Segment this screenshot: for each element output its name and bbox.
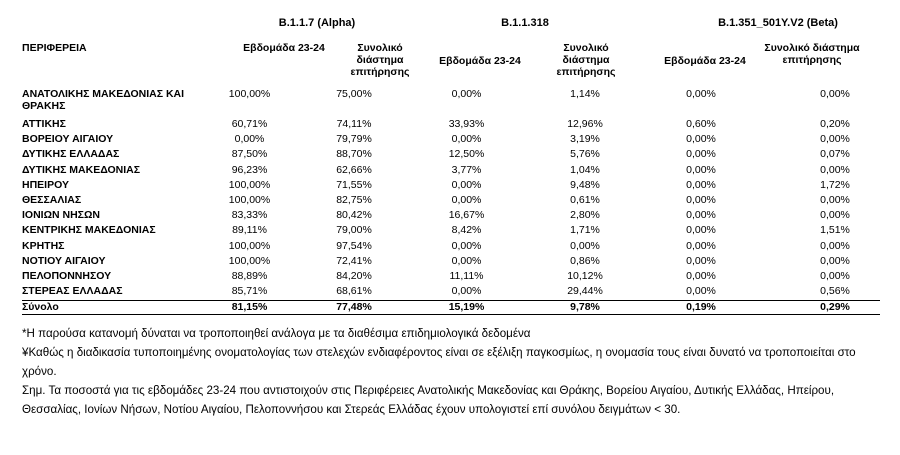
- subheader-b11318-total: Συνολικό διάστημα επιτήρησης: [556, 42, 616, 78]
- beta-total-value: 0,00%: [820, 269, 850, 282]
- beta-week-value: 0,00%: [686, 285, 716, 298]
- b11318-total-value: 9,48%: [570, 178, 600, 191]
- total-label: Σύνολο: [22, 301, 192, 315]
- alpha-week-value: 60,71%: [231, 118, 268, 130]
- alpha-week-value: 89,11%: [232, 224, 267, 237]
- b11318-total-value: 0,86%: [570, 254, 600, 267]
- b11318-week-value: 0,00%: [451, 178, 482, 191]
- alpha-total-total: 77,48%: [297, 301, 409, 315]
- region-name: ΔΥΤΙΚΗΣ ΕΛΛΑΔΑΣ: [22, 148, 120, 161]
- alpha-total-value: 82,75%: [336, 193, 372, 206]
- alpha-week-value: 0,00%: [234, 133, 265, 146]
- beta-total-value: 0,07%: [820, 148, 850, 161]
- beta-total-value: 0,00%: [820, 193, 850, 206]
- footnote-sample-size: Σημ. Τα ποσοστά για τις εβδομάδες 23-24 που αντιστοιχούν στις Περιφέρειες Ανατολικής Μακεδονίας και Θράκης, Βορείου Αιγαίου, Δυτικής Ελλάδας, Ηπείρου, Θεσσαλίας, Ιονίων Νήσων, Νοτίου Αιγαίου, Πελοποννήσου και Στερεάς Ελλάδας έχουν υπολογιστεί επί συνόλου δειγμάτων < 30.: [22, 384, 835, 416]
- table-row: [22, 255, 880, 270]
- table-row: [22, 179, 880, 194]
- b11318-total-value: 29,44%: [567, 285, 603, 298]
- alpha-total-value: 97,54%: [336, 239, 372, 252]
- footnote-nomenclature: ¥Καθώς η διαδικασία τυποποιημένης ονοματολογίας των στελεχών ενδιαφέροντος είναι σε εξέλιξη παγκοσμίως, η ονομασία τους είναι δυνατό να τροποποιείται στο χρόνο.: [22, 346, 856, 378]
- b11318-total-value: 12,96%: [567, 118, 603, 130]
- beta-total-value: 1,72%: [820, 178, 850, 191]
- footnotes: [22, 324, 884, 419]
- beta-total-value: 0,56%: [820, 285, 850, 298]
- region-name: ΝΟΤΙΟΥ ΑΙΓΑΙΟΥ: [22, 254, 106, 267]
- beta-total-value: 1,51%: [820, 224, 850, 237]
- subheader-beta-total: Συνολικό διάστημα επιτήρησης: [764, 42, 860, 66]
- group-header-alpha: B.1.1.7 (Alpha): [278, 17, 356, 29]
- b11318-week-value: 11,11%: [449, 269, 484, 282]
- beta-week-value: 0,00%: [686, 254, 716, 267]
- table-row: [22, 285, 880, 301]
- region-name: ΑΤΤΙΚΗΣ: [22, 118, 66, 130]
- alpha-total-value: 79,79%: [336, 133, 372, 146]
- b11318-total-value: 0,00%: [570, 239, 600, 252]
- subheader-alpha-week: Εβδομάδα 23-24: [243, 42, 325, 54]
- alpha-week-value: 96,23%: [231, 163, 268, 176]
- alpha-total-value: 84,20%: [336, 269, 372, 282]
- b11318-week-value: 0,00%: [451, 239, 482, 252]
- b11318-week-value: 33,93%: [448, 118, 485, 130]
- b11318-total-value: 10,12%: [567, 269, 603, 282]
- b11318-week-value: 0,00%: [451, 285, 482, 298]
- table-row: [22, 194, 880, 209]
- table-row: [22, 148, 880, 163]
- table-row: [22, 133, 880, 148]
- b11318-total-value: 1,14%: [570, 88, 600, 100]
- footnote-distribution: *Η παρούσα κατανομή δύναται να τροποποιηθεί ανάλογα με τα διαθέσιμα επιδημιολογικά δεδομένα: [22, 327, 531, 340]
- b11318-week-value: 3,77%: [451, 163, 482, 176]
- alpha-total-value: 62,66%: [336, 163, 372, 176]
- variant-table: [22, 88, 880, 315]
- beta-total-value: 0,00%: [820, 133, 850, 146]
- table-row: [22, 240, 880, 255]
- alpha-total-value: 79,00%: [336, 224, 372, 237]
- alpha-total-value: 68,61%: [336, 285, 372, 298]
- beta-week-value: 0,00%: [686, 163, 716, 176]
- region-name: ΗΠΕΙΡΟΥ: [22, 178, 69, 191]
- alpha-week-value: 100,00%: [228, 88, 271, 100]
- b11318-total-value: 2,80%: [570, 209, 600, 222]
- table-row: [22, 270, 880, 285]
- beta-week-value: 0,60%: [686, 118, 716, 130]
- beta-total-value: 0,00%: [820, 254, 850, 267]
- region-name: ΘΕΣΣΑΛΙΑΣ: [22, 193, 82, 206]
- region-name: ΔΥΤΙΚΗΣ ΜΑΚΕΔΟΝΙΑΣ: [22, 163, 141, 176]
- b11318-week-total: 15,19%: [409, 301, 522, 315]
- beta-week-value: 0,00%: [686, 224, 716, 237]
- beta-week-value: 0,00%: [686, 193, 716, 206]
- beta-total-total: 0,29%: [750, 301, 880, 315]
- table-row: [22, 224, 880, 239]
- alpha-week-value: 100,00%: [228, 239, 271, 252]
- subheader-beta-week: Εβδομάδα 23-24: [664, 55, 746, 67]
- beta-total-value: 0,00%: [820, 239, 850, 252]
- beta-week-value: 0,00%: [686, 239, 716, 252]
- alpha-total-value: 72,41%: [336, 254, 372, 267]
- b11318-week-value: 12,50%: [448, 148, 485, 161]
- group-header-beta: B.1.351_501Y.V2 (Beta): [718, 17, 838, 29]
- beta-week-value: 0,00%: [686, 269, 716, 282]
- alpha-total-value: 71,55%: [336, 178, 372, 191]
- alpha-week-value: 87,50%: [231, 148, 268, 161]
- table-row: [22, 88, 880, 118]
- subheader-b11318-week: Εβδομάδα 23-24: [439, 55, 521, 67]
- b11318-week-value: 0,00%: [451, 133, 482, 146]
- b11318-total-total: 9,78%: [522, 301, 632, 315]
- beta-total-value: 0,00%: [820, 209, 850, 222]
- b11318-week-value: 0,00%: [451, 254, 482, 267]
- alpha-total-value: 74,11%: [336, 118, 372, 130]
- beta-week-total: 0,19%: [632, 301, 750, 315]
- table-row: [22, 164, 880, 179]
- region-name: ΣΤΕΡΕΑΣ ΕΛΛΑΔΑΣ: [22, 285, 123, 298]
- table-row: [22, 118, 880, 133]
- alpha-total-value: 75,00%: [336, 88, 372, 100]
- beta-total-value: 0,00%: [820, 163, 850, 176]
- alpha-week-value: 83,33%: [231, 209, 268, 222]
- beta-total-value: 0,20%: [820, 118, 850, 130]
- b11318-week-value: 0,00%: [451, 88, 482, 100]
- b11318-total-value: 3,19%: [570, 133, 600, 146]
- region-name: ΑΝΑΤΟΛΙΚΗΣ ΜΑΚΕΔΟΝΙΑΣ ΚΑΙ ΘΡΑΚΗΣ: [22, 88, 185, 112]
- region-name: ΠΕΛΟΠΟΝΝΗΣΟΥ: [22, 269, 112, 282]
- b11318-total-value: 5,76%: [570, 148, 600, 161]
- region-name: ΒΟΡΕΙΟΥ ΑΙΓΑΙΟΥ: [22, 133, 114, 146]
- alpha-week-value: 88,89%: [231, 269, 268, 282]
- b11318-total-value: 0,61%: [570, 193, 600, 206]
- beta-week-value: 0,00%: [686, 209, 716, 222]
- alpha-week-value: 100,00%: [228, 254, 271, 267]
- b11318-week-value: 8,42%: [451, 224, 482, 237]
- b11318-week-value: 0,00%: [451, 193, 482, 206]
- table-row: [22, 209, 880, 224]
- b11318-total-value: 1,71%: [570, 224, 600, 237]
- b11318-total-value: 1,04%: [570, 163, 600, 176]
- total-row: [22, 301, 880, 315]
- alpha-week-value: 100,00%: [228, 193, 271, 206]
- beta-week-value: 0,00%: [686, 88, 716, 100]
- region-name: ΚΡΗΤΗΣ: [22, 239, 65, 252]
- beta-week-value: 0,00%: [686, 178, 716, 191]
- b11318-week-value: 16,67%: [448, 209, 485, 222]
- beta-week-value: 0,00%: [686, 148, 716, 161]
- alpha-total-value: 80,42%: [336, 209, 372, 222]
- alpha-week-value: 85,71%: [231, 285, 268, 298]
- region-column-header: ΠΕΡΙΦΕΡΕΙΑ: [22, 42, 87, 54]
- alpha-week-value: 100,00%: [228, 178, 271, 191]
- beta-total-value: 0,00%: [820, 88, 850, 100]
- beta-week-value: 0,00%: [686, 133, 716, 146]
- subheader-alpha-total: Συνολικό διάστημα επιτήρησης: [350, 42, 410, 78]
- alpha-total-value: 88,70%: [336, 148, 372, 161]
- group-header-b11318: B.1.1.318: [501, 17, 549, 29]
- region-name: ΚΕΝΤΡΙΚΗΣ ΜΑΚΕΔΟΝΙΑΣ: [22, 224, 156, 237]
- alpha-week-total: 81,15%: [192, 301, 297, 315]
- region-name: ΙΟΝΙΩΝ ΝΗΣΩΝ: [22, 209, 100, 222]
